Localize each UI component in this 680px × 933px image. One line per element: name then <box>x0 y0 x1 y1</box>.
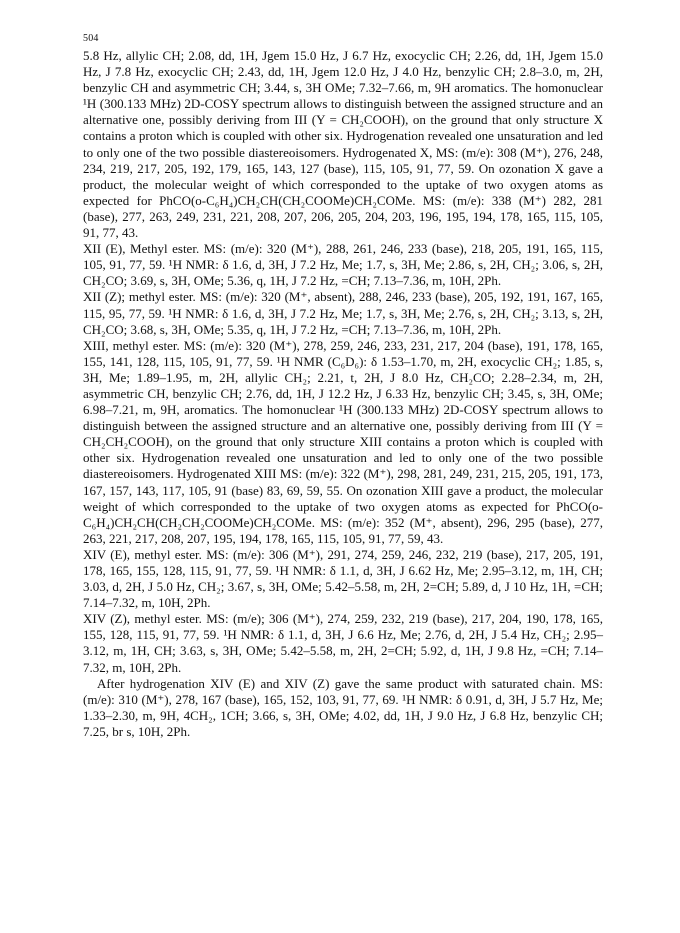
paragraph-xiii: XIII, methyl ester. MS: (m/e): 320 (M⁺), 278, 259, 246, 233, 231, 217, 204 (base), 191, 178, 165, 155, 141, 128, 115, 105, 91, 77, 59. ¹H NMR (C₆D₆): δ 1.53–1.70, m, 2H, exocyclic CH₂; 1.85, s, 3H, Me; 1.89–1.95, m, 2H, allylic CH₂; 2.21, t, 2H, J 8.0 Hz, CH₂CO; 2.28–2.34, m, 2H, asymmetric CH, benzylic CH; 2.76, dd, 1H, J 12.2 Hz, J 6.33 Hz, benzylic CH; 3.45, s, 3H, OMe; 6.98–7.21, m, 9H, aromatics. The homonuclear ¹H (300.133 MHz) 2D-COSY spectrum allows to distinguish between the assigned structure and an alternative one, possibly deriving from III (Y = CH₂CH₂COOH), on the ground that only structure XIII contains a proton which is coupled with other six. Hydrogenation revealed one unsaturation and led to only one of the two possible diastereoisomers. Hydrogenated XIII MS: (m/e): 322 (M⁺), 298, 281, 249, 231, 215, 205, 191, 173, 167, 157, 143, 117, 105, 91 (base) 83, 69, 59, 55. On ozonation XIII gave a product, the molecular weight of which corresponded to the uptake of two oxygen atoms as expected for PhCO(o-C₆H₄)CH₂CH(CH₂CH₂COOMe)CH₂COMe. MS: (m/e): 352 (M⁺, absent), 296, 295 (base), 277, 263, 221, 217, 208, 207, 195, 194, 178, 165, 115, 105, 91, 77, 59, 43. <box>83 337 603 546</box>
paragraph-xiv-z: XIV (Z), methyl ester. MS: (m/e); 306 (M⁺), 274, 259, 232, 219 (base), 217, 204, 190, 178, 165, 155, 128, 115, 91, 77, 59. ¹H NMR: δ 1.1, d, 3H, J 6.6 Hz, Me; 2.76, d, 2H, J 5.4 Hz, CH₂; 2.95–3.12, m, 1H, CH; 3.63, s, 3H, OMe; 5.42–5.58, m, 2H, 2=CH; 5.92, d, 1H, J 9.8 Hz, =CH; 7.14–7.32, m, 10H, 2Ph. <box>83 611 603 675</box>
page-number: 504 <box>83 33 99 44</box>
paragraph-xii-e: XII (E), Methyl ester. MS: (m/e): 320 (M⁺), 288, 261, 246, 233 (base), 218, 205, 191, 165, 115, 105, 91, 77, 59. ¹H NMR: δ 1.6, d, 3H, J 7.2 Hz, Me; 1.7, s, 3H, Me; 2.86, s, 2H, CH₂; 3.06, s, 2H, CH₂CO; 3.69, s, 3H, OMe; 5.36, q, 1H, J 7.2 Hz, =CH; 7.13–7.36, m, 10H, 2Ph. <box>83 241 603 289</box>
paragraph-xiv-e: XIV (E), methyl ester. MS: (m/e): 306 (M⁺), 291, 274, 259, 246, 232, 219 (base), 217, 205, 191, 178, 165, 155, 128, 115, 91, 77, 59. ¹H NMR: δ 1.1, d, 3H, J 6.62 Hz, Me; 2.95–3.12, m, 1H, CH; 3.03, d, 2H, J 5.0 Hz, CH₂; 3.67, s, 3H, OMe; 5.42–5.58, m, 2H, 2=CH; 5.89, d, J 10 Hz, 1H, =CH; 7.14–7.32, m, 10H, 2Ph. <box>83 546 603 611</box>
body-text <box>83 48 603 740</box>
paragraph-compound-x-continued: 5.8 Hz, allylic CH; 2.08, dd, 1H, Jgem 15.0 Hz, J 6.7 Hz, exocyclic CH; 2.26, dd, 1H, Jgem 15.0 Hz, J 7.8 Hz, exocyclic CH; 2.43, dd, 1H, Jgem 12.0 Hz, J 4.0 Hz, benzylic CH; 2.8–3.0, m, 2H, benzylic CH and asymmetric CH; 3.44, s, 3H OMe; 7.32–7.66, m, 9H aromatics. The homonuclear ¹H (300.133 MHz) 2D-COSY spectrum allows to distinguish between the assigned structure and an alternative one, possibly deriving from III (Y = CH₂COOH), on the ground that only structure X contains a proton which is coupled with other six. Hydrogenation revealed one unsaturation and led to only one of the two possible diastereoisomers. Hydrogenated X, MS: (m/e): 308 (M⁺), 276, 248, 234, 219, 217, 205, 192, 179, 165, 143, 127 (base), 115, 105, 91, 77, 59. On ozonation X gave a product, the molecular weight of which corresponded to the uptake of two oxygen atoms as expected for PhCO(o-C₆H₄)CH₂CH(CH₂COOMe)CH₂COMe. MS: (m/e): 338 (M⁺) 282, 281 (base), 277, 263, 249, 231, 221, 208, 207, 206, 205, 204, 203, 196, 195, 194, 178, 165, 115, 105, 91, 77, 43. <box>83 48 603 241</box>
paragraph-hydrogenation: After hydrogenation XIV (E) and XIV (Z) gave the same product with saturated chain. MS: (m/e): 310 (M⁺), 278, 167 (base), 165, 152, 103, 91, 77, 69. ¹H NMR: δ 0.91, d, 3H, J 5.7 Hz, Me; 1.33–2.30, m, 9H, 4CH₂, 1CH; 3.66, s, 3H, OMe; 4.02, dd, 1H, J 9.0 Hz, J 6.8 Hz, benzylic CH; 7.25, br s, 10H, 2Ph. <box>83 675 603 739</box>
paragraph-xii-z: XII (Z); methyl ester. MS: (m/e): 320 (M⁺, absent), 288, 246, 233 (base), 205, 192, 191, 167, 165, 115, 95, 77, 59. ¹H NMR: δ 1.6, d, 3H, J 7.2 Hz, Me; 1.7, s, 3H, Me; 2.76, s, 2H, CH₂; 3.13, s, 2H, CH₂CO; 3.68, s, 3H, OMe; 5.35, q, 1H, J 7.2 Hz, =CH; 7.13–7.36, m, 10H, 2Ph. <box>83 289 603 337</box>
